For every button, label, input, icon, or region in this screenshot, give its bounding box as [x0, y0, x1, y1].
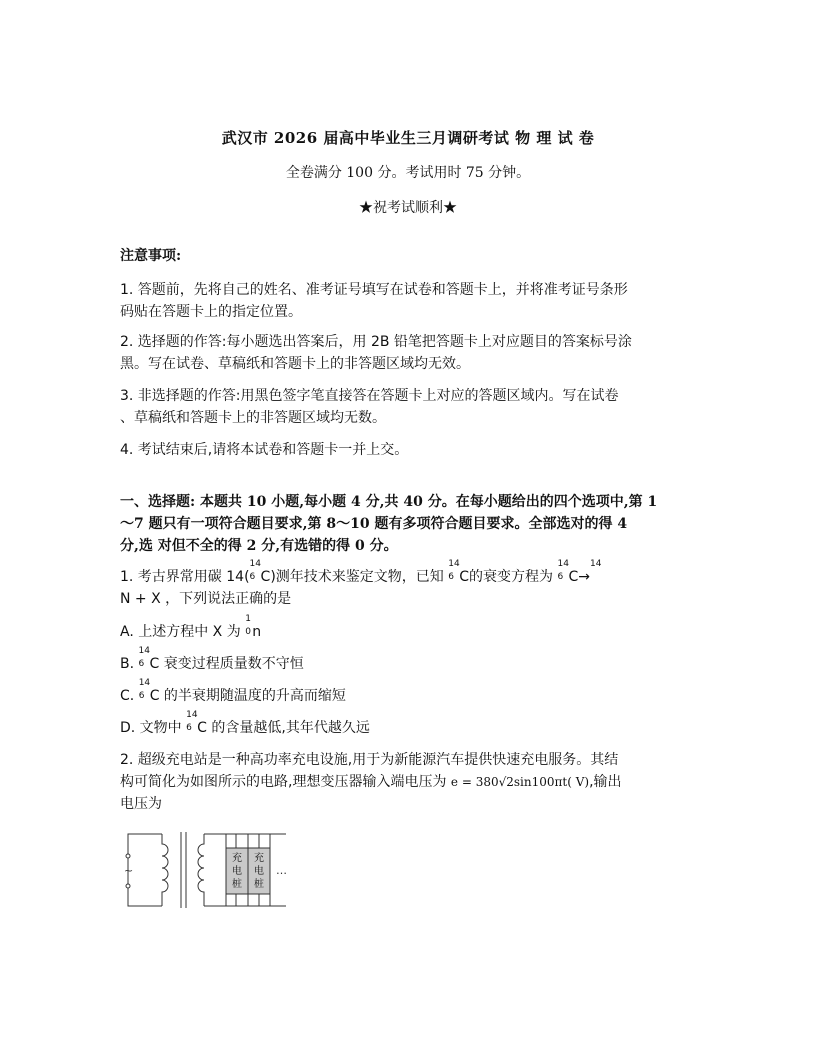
notice-item-3-line1: 3. 非选择题的作答:用黑色签字笔直接答在答题卡上对应的答题区域内。写在试卷	[120, 388, 619, 404]
notice-item-1-line1: 1. 答题前，先将自己的姓名、准考证号填写在试卷和答题卡上，并将准考证号条形	[120, 282, 628, 298]
exam-title: 武汉市 2026 届高中毕业生三月调研考试 物 理 试 卷	[221, 129, 595, 147]
nuclide-mass: 14	[557, 559, 569, 569]
secondary-coil	[198, 834, 204, 906]
pile-label-char: 桩	[254, 879, 264, 890]
option-c-prefix: C.	[120, 688, 139, 704]
q2-line2-prefix: 构可简化为如图所示的电路,理想变压器输入端电压为	[120, 774, 447, 790]
notice-item-1-line2: 码贴在答题卡上的指定位置。	[120, 304, 302, 320]
section-1-line3: 分,选 对但不全的得 2 分,有选错的得 0 分。	[120, 538, 398, 554]
q1-text-c: 的衰变方程为	[469, 569, 554, 585]
option-d-prefix: D. 文物中	[120, 720, 187, 736]
pile-label-char: 桩	[232, 879, 242, 890]
notice-item-3	[120, 385, 700, 429]
carbon-14-nuclide	[138, 646, 160, 675]
carbon-14-nuclide	[138, 678, 160, 707]
nuclide-mass: 14	[448, 559, 460, 569]
neutron-nuclide	[245, 614, 262, 643]
circuit-diagram	[118, 826, 298, 914]
primary-coil	[162, 834, 168, 906]
nuclide-symbol: C	[459, 569, 470, 585]
question-1-line2: N + X ，下列说法正确的是	[120, 591, 292, 607]
nuclide-mass: 14	[186, 710, 198, 720]
question-1	[120, 559, 705, 610]
question-2-line3: 电压为	[120, 796, 162, 812]
notice-item-2-line1: 2. 选择题的作答:每小题选出答案后，用 2B 铅笔把答题卡上对应题目的答案标号涂	[120, 334, 632, 350]
nuclide-atomic: 6	[138, 691, 145, 701]
nuclide-mass: 14	[590, 559, 602, 569]
ellipsis-label: …	[276, 864, 287, 877]
charging-pile-2-label	[254, 851, 264, 890]
nuclide-atomic: 6	[249, 572, 256, 582]
carbon-14-nuclide	[186, 710, 207, 739]
q1-option-b[interactable]	[120, 646, 304, 675]
q1-text-a: 1. 考古界常用碳 14(	[120, 569, 250, 585]
input-voltage-formula: e = 380√2sin100πt( V)	[450, 775, 590, 789]
question-2	[120, 749, 705, 815]
notice-item-4	[120, 439, 700, 461]
notice-heading: 注意事项:	[120, 248, 182, 264]
notice-item-1	[120, 279, 700, 323]
notice-item-4-line1: 4. 考试结束后,请将本试卷和答题卡一并上交。	[120, 442, 409, 458]
section-1-line1: 一、选择题: 本题共 10 小题,每小题 4 分,共 40 分。在每小题给出的四个选项中,第 1	[120, 494, 658, 510]
nuclide-atomic: 6	[557, 572, 564, 582]
q1-option-d[interactable]	[120, 710, 370, 739]
notice-item-3-line2: 、草稿纸和答题卡上的非答题区域均无数。	[120, 410, 386, 426]
notice-item-2	[120, 331, 700, 375]
question-2-line2	[120, 771, 705, 793]
nuclide-symbol: C	[149, 656, 160, 672]
nuclide-atomic: 6	[138, 659, 145, 669]
option-a-text: A. 上述方程中 X 为	[120, 624, 246, 640]
charging-pile-1-label	[232, 851, 242, 890]
nuclide-symbol: n	[252, 624, 262, 640]
pile-label-char: 电	[254, 866, 264, 877]
nuclide-mass: 14	[138, 646, 150, 656]
option-b-prefix: B.	[120, 656, 139, 672]
option-d-text: 的含量越低,其年代越久远	[206, 720, 370, 736]
nuclide-mass: 14	[138, 678, 151, 688]
nuclide-atomic: 6	[186, 723, 192, 733]
section-1-heading	[120, 491, 700, 557]
source-symbol: ~	[124, 864, 134, 877]
option-b-text: 衰变过程质量数不守恒	[159, 656, 304, 672]
q1-option-c[interactable]	[120, 678, 346, 707]
carbon-14-nuclide	[249, 559, 271, 588]
question-1-line1	[120, 559, 705, 588]
pile-label-char: 电	[232, 866, 242, 877]
input-terminal-bottom	[126, 884, 130, 888]
section-1-line2: ～7 题只有一项符合题目要求,第 8～10 题有多项符合题目要求。全部选对的得 4	[120, 516, 628, 532]
nuclide-atomic: 6	[448, 572, 454, 582]
nuclide-symbol: C	[568, 569, 579, 585]
nuclide-symbol: C	[149, 688, 160, 704]
input-terminal-top	[126, 854, 130, 858]
q1-text-b: )测年技术来鉴定文物，已知	[270, 569, 444, 585]
decay-arrow: →	[578, 569, 590, 585]
nuclide-symbol: C	[260, 569, 271, 585]
pile-label-char: 充	[254, 853, 264, 864]
notice-item-2-line2: 黑。写在试卷、草稿纸和答题卡上的非答题区域均无效。	[120, 356, 470, 372]
q2-line2-suffix: ,输出	[589, 774, 622, 790]
nuclide-mass: 1	[245, 614, 251, 624]
question-2-line1: 2. 超级充电站是一种高功率充电设施,用于为新能源汽车提供快速充电服务。其结	[120, 752, 619, 768]
carbon-14-nuclide	[448, 559, 470, 588]
nuclide-mass: 14	[249, 559, 261, 569]
nuclide-atomic: 0	[245, 627, 251, 637]
exam-blessing: ★祝考试顺利★	[359, 200, 457, 216]
q1-option-a[interactable]	[120, 614, 262, 643]
option-c-text: 的半衰期随温度的升高而缩短	[159, 688, 346, 704]
nuclide-symbol: C	[197, 720, 207, 736]
nitrogen-14-nuclide	[590, 559, 602, 588]
pile-label-char: 充	[232, 853, 242, 864]
exam-subtitle: 全卷满分 100 分。考试用时 75 分钟。	[285, 165, 531, 181]
carbon-14-nuclide	[557, 559, 579, 588]
